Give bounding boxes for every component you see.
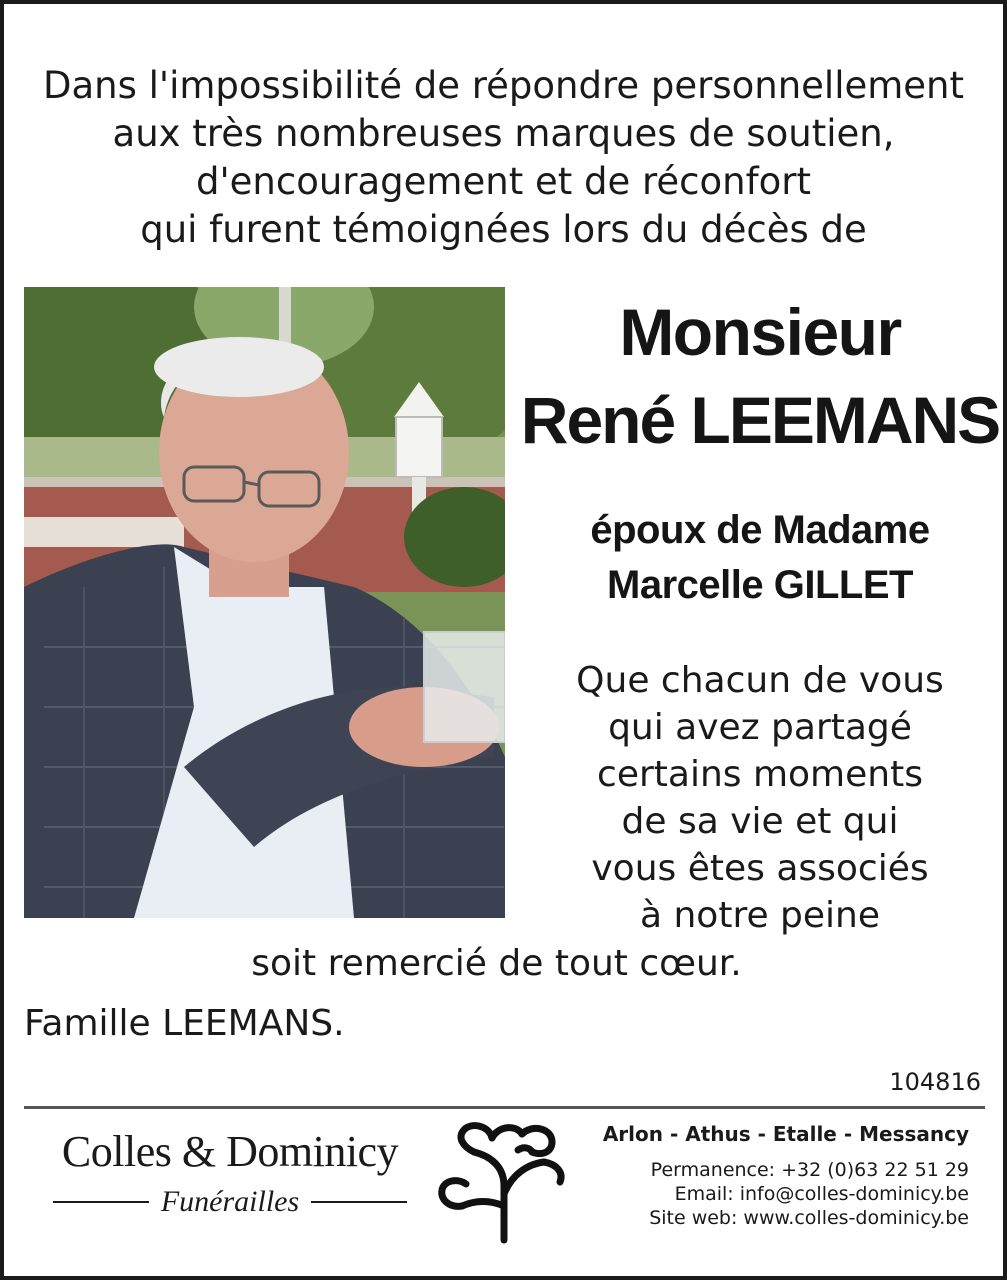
closing-line: soit remercié de tout cœur. bbox=[251, 943, 742, 984]
intro-line: qui furent témoignées lors du décès de bbox=[140, 208, 867, 251]
divider bbox=[53, 1201, 149, 1203]
thanks-line: à notre peine bbox=[639, 895, 881, 936]
thanks-text bbox=[520, 657, 1000, 939]
deceased-title: Monsieur bbox=[619, 295, 901, 369]
website: Site web: www.colles-dominicy.be bbox=[649, 1207, 969, 1229]
intro-line: aux très nombreuses marques de soutien, bbox=[112, 112, 895, 155]
thanks-line: vous êtes associés bbox=[591, 848, 929, 889]
thanks-line: qui avez partagé bbox=[608, 707, 912, 748]
intro-line: d'encouragement et de réconfort bbox=[196, 160, 811, 203]
funeral-home-subtitle-row bbox=[40, 1184, 420, 1220]
spouse-line-2: Marcelle GILLET bbox=[607, 563, 913, 607]
towns: Arlon - Athus - Etalle - Messancy bbox=[602, 1122, 969, 1146]
email: Email: info@colles-dominicy.be bbox=[674, 1183, 969, 1205]
thanks-line: de sa vie et qui bbox=[621, 801, 899, 842]
family-signature: Famille LEEMANS. bbox=[24, 1003, 345, 1044]
intro-line: Dans l'impossibilité de répondre personnellement bbox=[42, 64, 965, 107]
intro-text bbox=[14, 62, 993, 254]
reference-number: 104816 bbox=[889, 1068, 981, 1096]
phone: Permanence: +32 (0)63 22 51 29 bbox=[650, 1159, 969, 1181]
funeral-home-logo bbox=[40, 1124, 420, 1220]
deceased-name: René LEEMANS bbox=[520, 383, 1000, 457]
portrait-photo bbox=[24, 287, 505, 918]
spouse-line-1: époux de Madame bbox=[590, 508, 930, 552]
tree-icon bbox=[432, 1116, 572, 1244]
funeral-home-name: Colles & Dominicy bbox=[61, 1127, 399, 1176]
contact-info bbox=[603, 1118, 969, 1230]
divider bbox=[24, 1106, 985, 1109]
thanks-line: Que chacun de vous bbox=[576, 660, 944, 701]
thanks-line: certains moments bbox=[597, 754, 923, 795]
divider bbox=[311, 1201, 407, 1203]
funeral-home-subtitle: Funérailles bbox=[160, 1185, 300, 1218]
